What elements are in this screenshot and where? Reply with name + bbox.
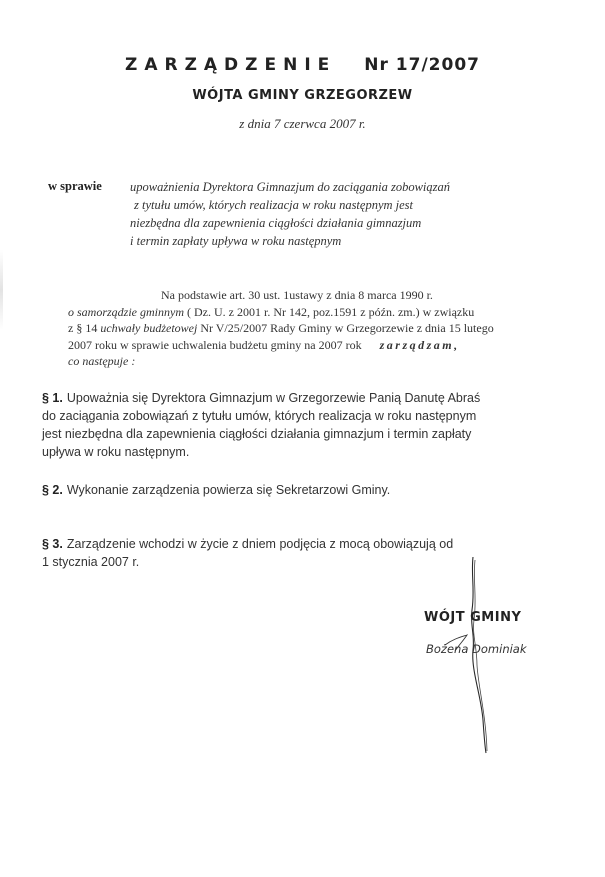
- issuer-heading: WÓJTA GMINY GRZEGORZEW: [192, 88, 413, 103]
- paragraph-number: § 3.: [42, 537, 63, 551]
- basis-line: [68, 304, 588, 321]
- basis-resolution-name: uchwały budżetowej: [100, 321, 198, 335]
- paragraph-number: § 1.: [42, 391, 63, 405]
- paragraph-line: [42, 389, 572, 407]
- title-word: ZARZĄDZENIE: [125, 55, 337, 75]
- basis-line-part: z § 14: [68, 321, 101, 335]
- paragraph-number: § 2.: [42, 483, 63, 497]
- basis-line: [68, 320, 588, 337]
- paragraph-line: jest niezbędna dla zapewnienia ciągłości działania gimnazjum i termin zapłaty: [42, 427, 472, 441]
- paragraph-text: Upoważnia się Dyrektora Gimnazjum w Grzegorzewie Panią Danutę Abraś: [66, 391, 481, 405]
- basis-line: Na podstawie art. 30 ust. 1ustawy z dnia 8 marca 1990 r.: [161, 288, 433, 302]
- paragraph-2: [42, 481, 572, 499]
- subject-line: niezbędna dla zapewnienia ciągłości działania gimnazjum: [130, 216, 422, 230]
- decree-word: zarządzam,: [379, 337, 460, 352]
- subject-line: z tytułu umów, których realizacja w roku następnym jest: [134, 198, 414, 212]
- legal-basis: [68, 287, 588, 370]
- paragraph-line: upływa w roku następnym.: [42, 445, 190, 459]
- signatory-title: WÓJT GMINY: [424, 610, 522, 625]
- paragraph-line: [42, 481, 572, 499]
- scan-edge-shadow: [0, 250, 3, 330]
- document-title: [0, 55, 605, 75]
- subject-label: w sprawie: [48, 179, 102, 193]
- paragraph-text: Zarządzenie wchodzi w życie z dniem podjęcia z mocą obowiązują od: [66, 537, 454, 551]
- basis-act-name: o samorządzie gminnym: [68, 304, 184, 319]
- basis-line: co następuje :: [68, 354, 136, 368]
- subject-line: upoważnienia Dyrektora Gimnazjum do zaciągania zobowiązań: [130, 180, 451, 194]
- basis-line: [68, 337, 588, 354]
- subject-text: [130, 178, 570, 250]
- paragraph-line: do zaciągania zobowiązań z tytułu umów, których realizacja w roku następnym: [42, 409, 477, 423]
- signatory-name: Bożena Dominiak: [426, 642, 527, 656]
- basis-line-rest: ( Dz. U. z 2001 r. Nr 142, poz.1591 z późn. zm.) w związku: [184, 304, 475, 319]
- document-date: z dnia 7 czerwca 2007 r.: [239, 116, 366, 131]
- basis-line-part: Nr V/25/2007 Rady Gminy w Grzegorzewie z dnia 15 lutego: [197, 321, 494, 335]
- subject-line: i termin zapłaty upływa w roku następnym: [130, 234, 342, 248]
- document-number: Nr 17/2007: [364, 55, 480, 75]
- paragraph-text: Wykonanie zarządzenia powierza się Sekretarzowi Gminy.: [66, 483, 391, 497]
- paragraph-line: 1 stycznia 2007 r.: [42, 555, 140, 569]
- paragraph-line: [42, 535, 572, 553]
- basis-line-part: 2007 roku w sprawie uchwalenia budżetu gminy na 2007 rok: [68, 337, 362, 352]
- paragraph-1: [42, 389, 572, 461]
